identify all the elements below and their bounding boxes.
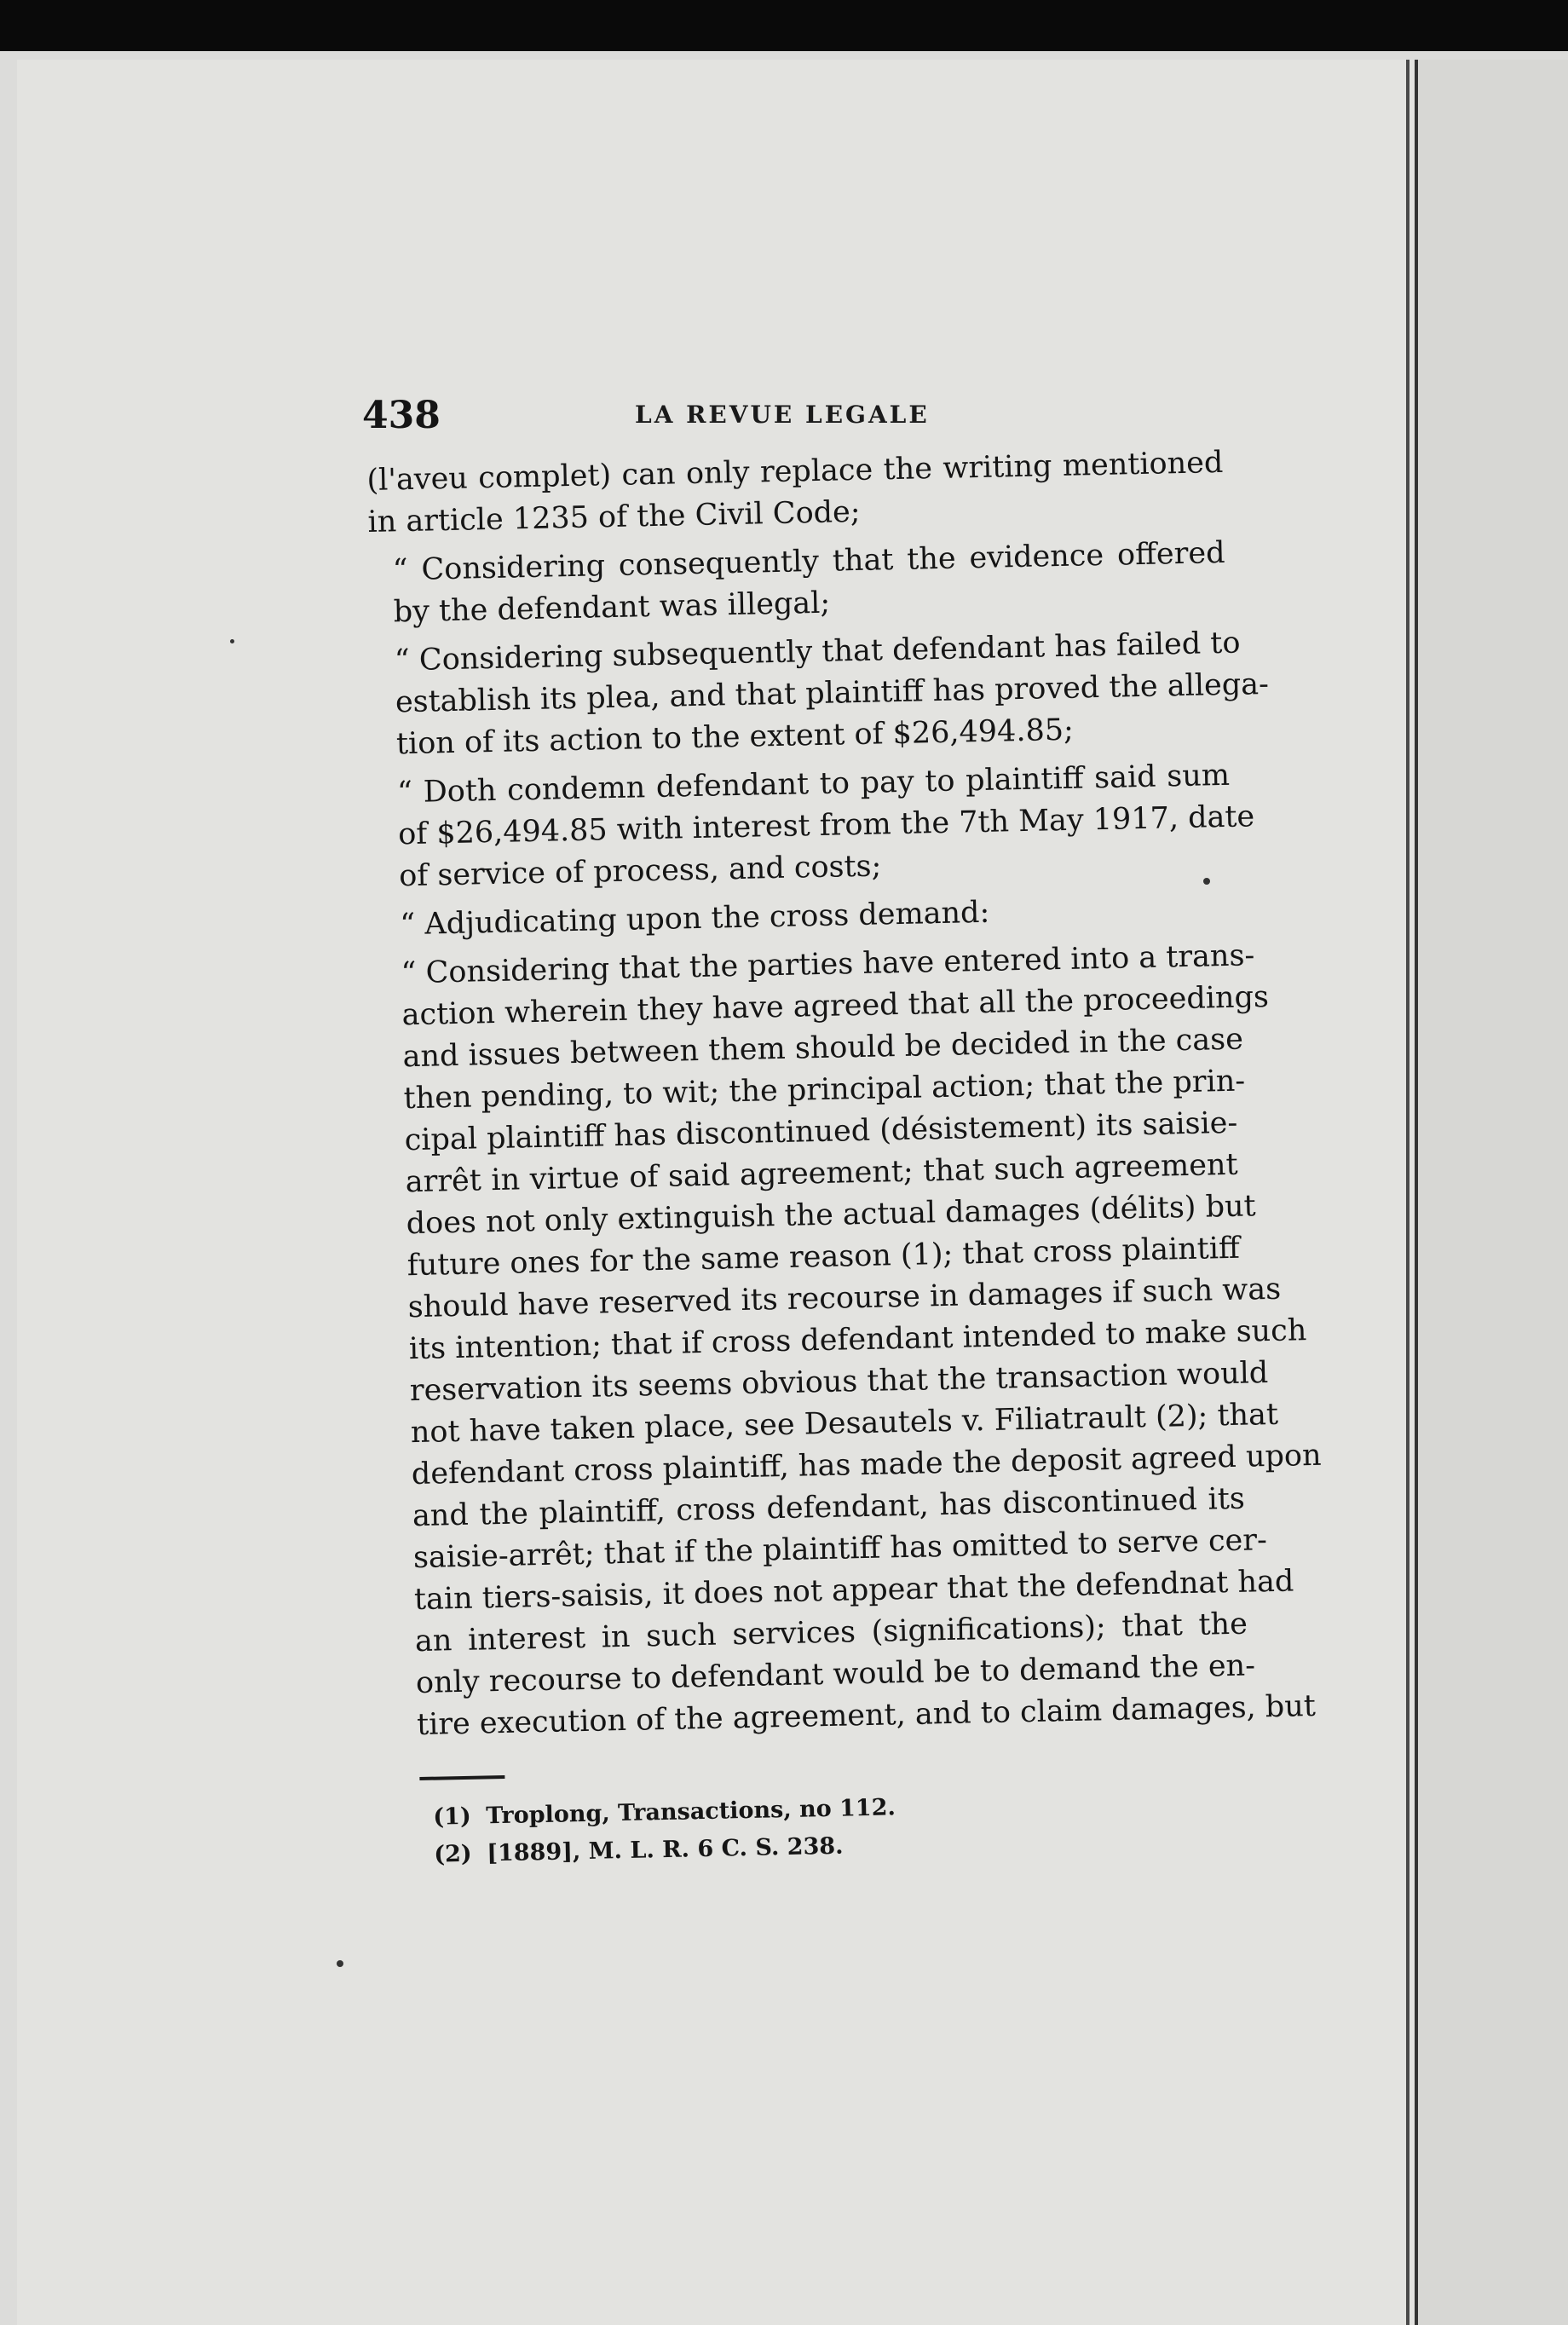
text-line: saisie-arrêt; that if the plaintiff has omitted to serve cer- (412, 1523, 1268, 1576)
paragraph (366, 442, 1225, 544)
text-line: not have taken place, see Desautels v. Filiatrault (2); that (410, 1397, 1279, 1451)
text-line: should have reserved its recourse in damages if such was (407, 1272, 1282, 1325)
text-line: only recourse to defendant would be to demand the en- (415, 1648, 1256, 1701)
text-line: in article 1235 of the Civil Code; (367, 494, 861, 539)
body-text (366, 442, 1322, 1875)
text-line: tire execution of the agreement, and to claim damages, but (416, 1688, 1317, 1743)
text-line: “ Considering subsequently that defendant has failed to (394, 626, 1241, 678)
ink-speck (1203, 878, 1210, 885)
text-line: tain tiers-saisis, it does not appear that the defendnat had (413, 1564, 1294, 1618)
text-line: tion of its action to the extent of $26,494.85; (395, 712, 1075, 762)
text-line: “ Doth condemn defendant to pay to plaintiff said sum (396, 758, 1231, 811)
text-line: then pending, to wit; the principal action; that the prin- (403, 1064, 1246, 1116)
text-line: its intention; that if cross defendant intended to make such (408, 1313, 1307, 1367)
paragraph (370, 623, 1270, 766)
text-line: reservation its seems obvious that the transaction would (409, 1356, 1269, 1409)
footnote-marker: (2) (433, 1840, 472, 1868)
text-line: an interest in such services (significations); that the (414, 1607, 1248, 1659)
paragraph (373, 755, 1255, 898)
adjacent-page (1418, 60, 1568, 2325)
paragraph (377, 936, 1322, 1747)
footnote-text: [1889], M. L. R. 6 C. S. 238. (486, 1832, 844, 1867)
text-line: (l'aveu complet) can only replace the writing mentioned (366, 445, 1224, 498)
text-line: does not only extinguish the actual damages (délits) but (406, 1189, 1257, 1242)
text-line: “ Considering that the parties have entered into a trans- (401, 938, 1255, 991)
footnote-rule (419, 1775, 504, 1780)
footnote-text: Troplong, Transactions, no 112. (486, 1794, 896, 1830)
text-line: defendant cross plaintiff, has made the deposit agreed upon (411, 1438, 1322, 1492)
ink-speck (230, 639, 234, 643)
text-line: arrêt in virtue of said agreement; that such agreement (405, 1147, 1238, 1200)
footnote-marker: (1) (433, 1803, 472, 1831)
page-number: 438 (362, 394, 441, 437)
paragraph-list (366, 442, 1322, 1747)
text-line: by the defendant was illegal; (393, 586, 831, 630)
text-line: cipal plaintiff has discontinued (désistement) its saisie- (404, 1105, 1238, 1158)
paragraph (368, 533, 1226, 634)
text-line: of service of process, and costs; (398, 849, 882, 894)
text-line: “ Considering consequently that the evidence offered (392, 535, 1225, 588)
text-line: action wherein they have agreed that all the proceedings (401, 979, 1270, 1033)
text-line: and the plaintiff, cross defendant, has discontinued its (412, 1481, 1246, 1534)
text-line: establish its plea, and that plaintiff has proved the allega- (395, 666, 1270, 720)
text-line: “ Adjudicating upon the cross demand: (400, 895, 990, 943)
text-line: and issues between them should be decided in the case (402, 1022, 1244, 1075)
text-line: of $26,494.85 with interest from the 7th May 1917, date (397, 799, 1255, 852)
ink-speck (337, 1960, 343, 1967)
running-title: LA REVUE LEGALE (635, 401, 930, 429)
page-edge (1406, 60, 1409, 2325)
text-line: future ones for the same reason (1); that cross plaintiff (406, 1231, 1241, 1284)
